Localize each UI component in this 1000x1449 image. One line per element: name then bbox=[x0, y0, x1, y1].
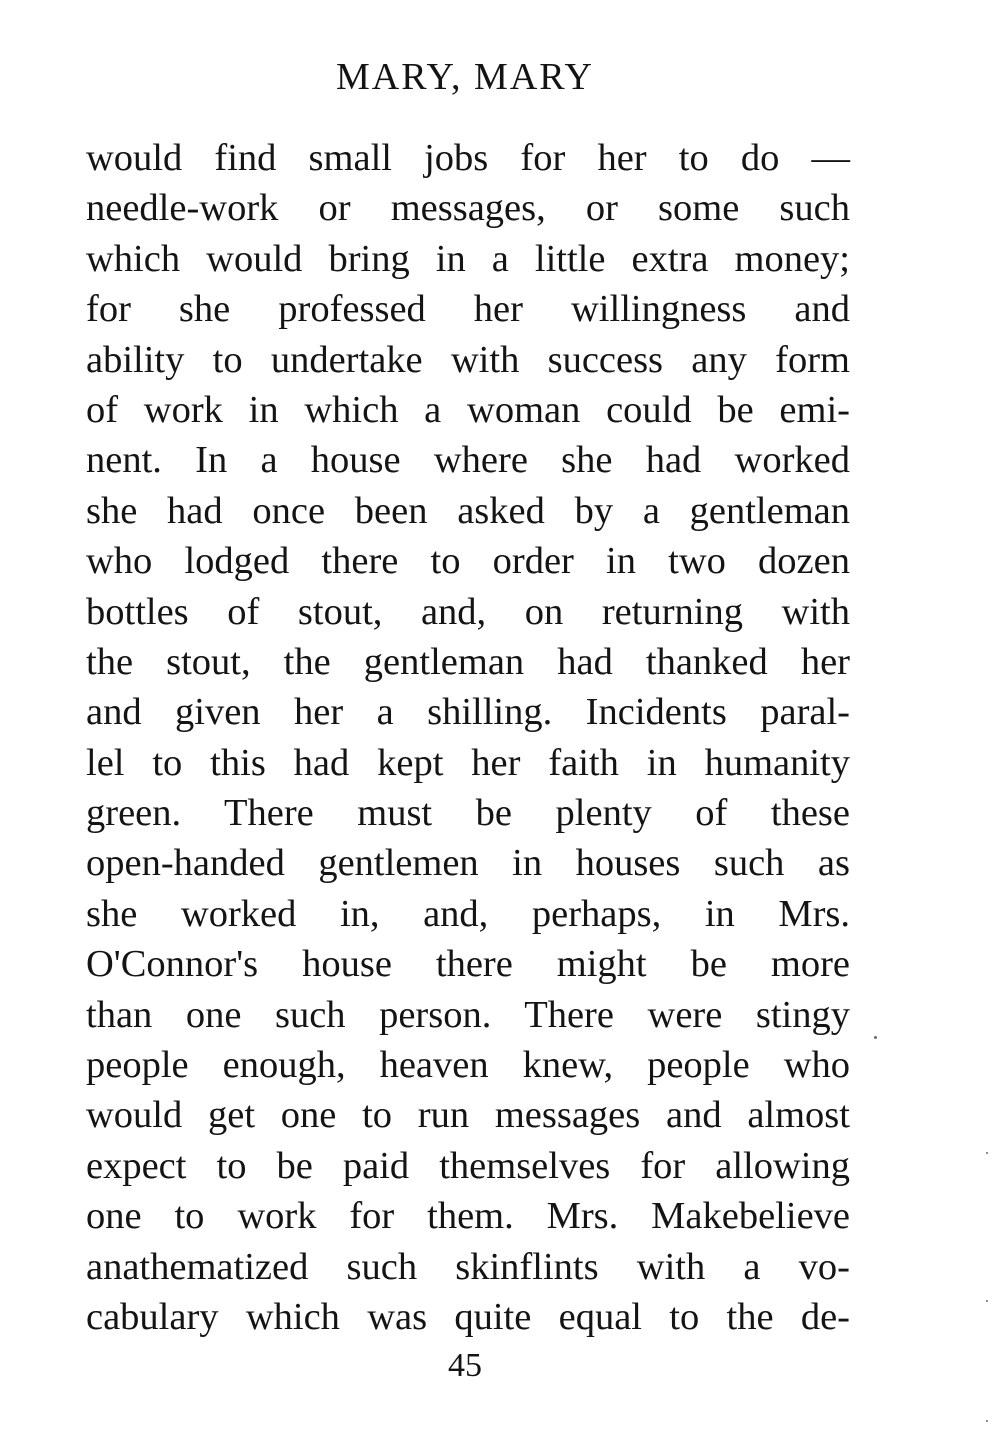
text-line: O'Connor's house there might be more bbox=[86, 943, 850, 986]
text-line: than one such person. There were stingy bbox=[86, 993, 850, 1036]
text-line: green. There must be plenty of these bbox=[86, 792, 850, 835]
text-line: who lodged there to order in two dozen bbox=[86, 540, 850, 583]
scan-speck bbox=[986, 1420, 988, 1422]
text-line: for she professed her willingness and bbox=[86, 288, 850, 331]
text-line: would find small jobs for her to do — bbox=[86, 137, 850, 179]
text-line: the stout, the gentleman had thanked her bbox=[86, 640, 850, 683]
text-line: one to work for them. Mrs. Makebelieve bbox=[86, 1195, 850, 1238]
page-number: 45 bbox=[448, 1347, 482, 1384]
text-line: expect to be paid themselves for allowing bbox=[86, 1144, 850, 1187]
text-line: she worked in, and, perhaps, in Mrs. bbox=[86, 892, 850, 935]
text-line: which would bring in a little extra money; bbox=[86, 237, 850, 280]
text-line: would get one to run messages and almost bbox=[86, 1094, 850, 1137]
text-line: nent. In a house where she had worked bbox=[86, 439, 850, 482]
scan-speck bbox=[986, 1152, 988, 1154]
body-text bbox=[86, 133, 850, 1342]
text-line: bottles of stout, and, on returning with bbox=[86, 590, 850, 633]
text-line: open-handed gentlemen in houses such as bbox=[86, 842, 850, 885]
text-line: needle-work or messages, or some such bbox=[86, 187, 850, 230]
text-line: she had once been asked by a gentleman bbox=[86, 489, 850, 532]
text-line: cabulary which was quite equal to the de- bbox=[86, 1295, 850, 1338]
text-line: anathematized such skinflints with a vo- bbox=[86, 1245, 850, 1288]
text-line: lel to this had kept her faith in humanity bbox=[86, 741, 850, 784]
scan-speck bbox=[874, 1036, 877, 1039]
scan-speck bbox=[986, 1300, 988, 1302]
text-line: people enough, heaven knew, people who bbox=[86, 1044, 850, 1087]
text-line: and given her a shilling. Incidents paral- bbox=[86, 691, 850, 734]
text-line: ability to undertake with success any form bbox=[86, 338, 850, 381]
text-line: of work in which a woman could be emi- bbox=[86, 388, 850, 431]
running-head: MARY, MARY bbox=[336, 56, 594, 98]
